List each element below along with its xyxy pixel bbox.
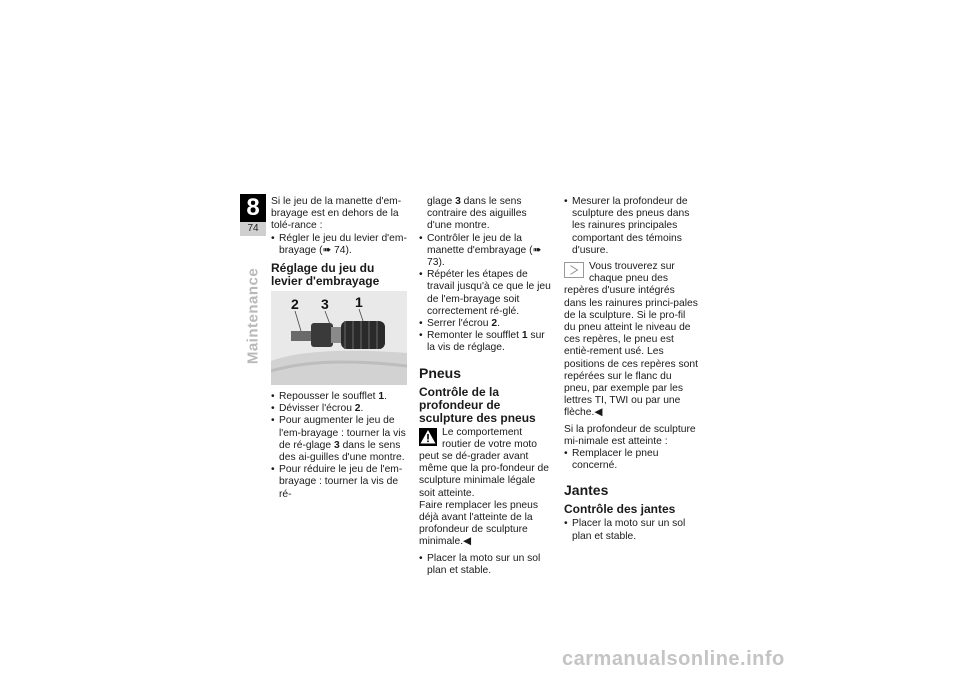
- figure-label-1: 1: [355, 294, 363, 311]
- list-item: • Pour augmenter le jeu de l'em-brayage : tourner la vis de ré-glage 3 dans le sens des ai-guilles d'une montre.: [271, 415, 409, 464]
- clutch-adjustment-figure: [271, 291, 407, 385]
- section-heading: Contrôle de la profondeur de sculpture des pneus: [419, 384, 536, 425]
- bullet-list: [564, 448, 699, 472]
- section-title: Jantes: [564, 482, 609, 499]
- chapter-label: Maintenance: [244, 267, 262, 365]
- figure-label-3: 3: [321, 296, 329, 313]
- list-item: • Répéter les étapes de travail jusqu'à ce que le jeu de l'em-brayage soit correctement ré-glé.: [419, 269, 554, 318]
- page-number: 74: [240, 222, 266, 236]
- bullet-list: [271, 391, 409, 501]
- list-item: • Remonter le soufflet 1 sur la vis de réglage.: [419, 330, 554, 354]
- bullet-list: [419, 196, 554, 355]
- watermark-text: carmanualsonline.info: [562, 648, 785, 670]
- column-2: [419, 196, 554, 577]
- note-icon: [564, 262, 584, 278]
- list-item: • Repousser le soufflet 1.: [271, 391, 409, 403]
- list-item: • Pour réduire le jeu de l'em-brayage : tourner la vis de ré-: [271, 464, 409, 501]
- list-item: • Serrer l'écrou 2.: [419, 318, 554, 330]
- condition-text: Si la profondeur de sculpture mi-nimale est atteinte :: [564, 423, 696, 447]
- chapter-number: 8: [240, 194, 266, 222]
- list-item: • Placer la moto sur un sol plan et stable.: [564, 518, 699, 542]
- list-item-continued: glage 3 dans le sens contraire des aiguilles d'une montre.: [427, 196, 527, 232]
- column-1: [271, 196, 409, 501]
- bullet-list: [271, 233, 409, 257]
- section-heading: Réglage du jeu du levier d'embrayage: [271, 261, 380, 289]
- list-item: • Dévisser l'écrou 2.: [271, 403, 409, 415]
- list-item: • Régler le jeu du levier d'em-brayage (➠ 74).: [271, 233, 409, 257]
- column-3: [564, 196, 699, 543]
- list-item: • Placer la moto sur un sol plan et stable.: [419, 553, 554, 577]
- figure-label-2: 2: [291, 296, 299, 313]
- bullet-list: [564, 196, 699, 257]
- bullet-list: [564, 518, 699, 542]
- list-item: • Mesurer la profondeur de sculpture des pneus dans les rainures principales comportant des témoins d'usure.: [564, 196, 699, 257]
- list-item: • Remplacer le pneu concerné.: [564, 448, 699, 472]
- warning-icon: [419, 428, 437, 446]
- clutch-illustration: [271, 291, 407, 385]
- warning-text: Le comportement routier de votre moto peut se dé-grader avant même que la pro-fondeur de sculpture minimale légale soit atteinte.: [419, 426, 549, 499]
- intro-text: Si le jeu de la manette d'em-brayage est en dehors de la tolé-rance :: [271, 196, 402, 232]
- bullet-list: [419, 553, 554, 577]
- section-title: Pneus: [419, 364, 462, 381]
- section-heading: Contrôle des jantes: [564, 502, 676, 517]
- note-text: Vous trouverez sur chaque pneu des repères d'usure intégrés dans les rainures princi-pales de la sculpture. Si le pro-fil du pneu atteint le niveau de ces repères, le pneu est entiè-rement usé. Les positions de ces repères sont repérées sur le flanc du pneu, par exemple par les lettres TI, TWI ou par une flèche.◀: [564, 261, 698, 419]
- warning-block: [419, 427, 554, 549]
- note-block: [564, 261, 699, 420]
- list-item: • Contrôler le jeu de la manette d'embrayage (➠ 73).: [419, 233, 554, 270]
- warning-text-2: Faire remplacer les pneus déjà avant l'atteinte de la profondeur de sculpture minimale.◀: [419, 499, 539, 548]
